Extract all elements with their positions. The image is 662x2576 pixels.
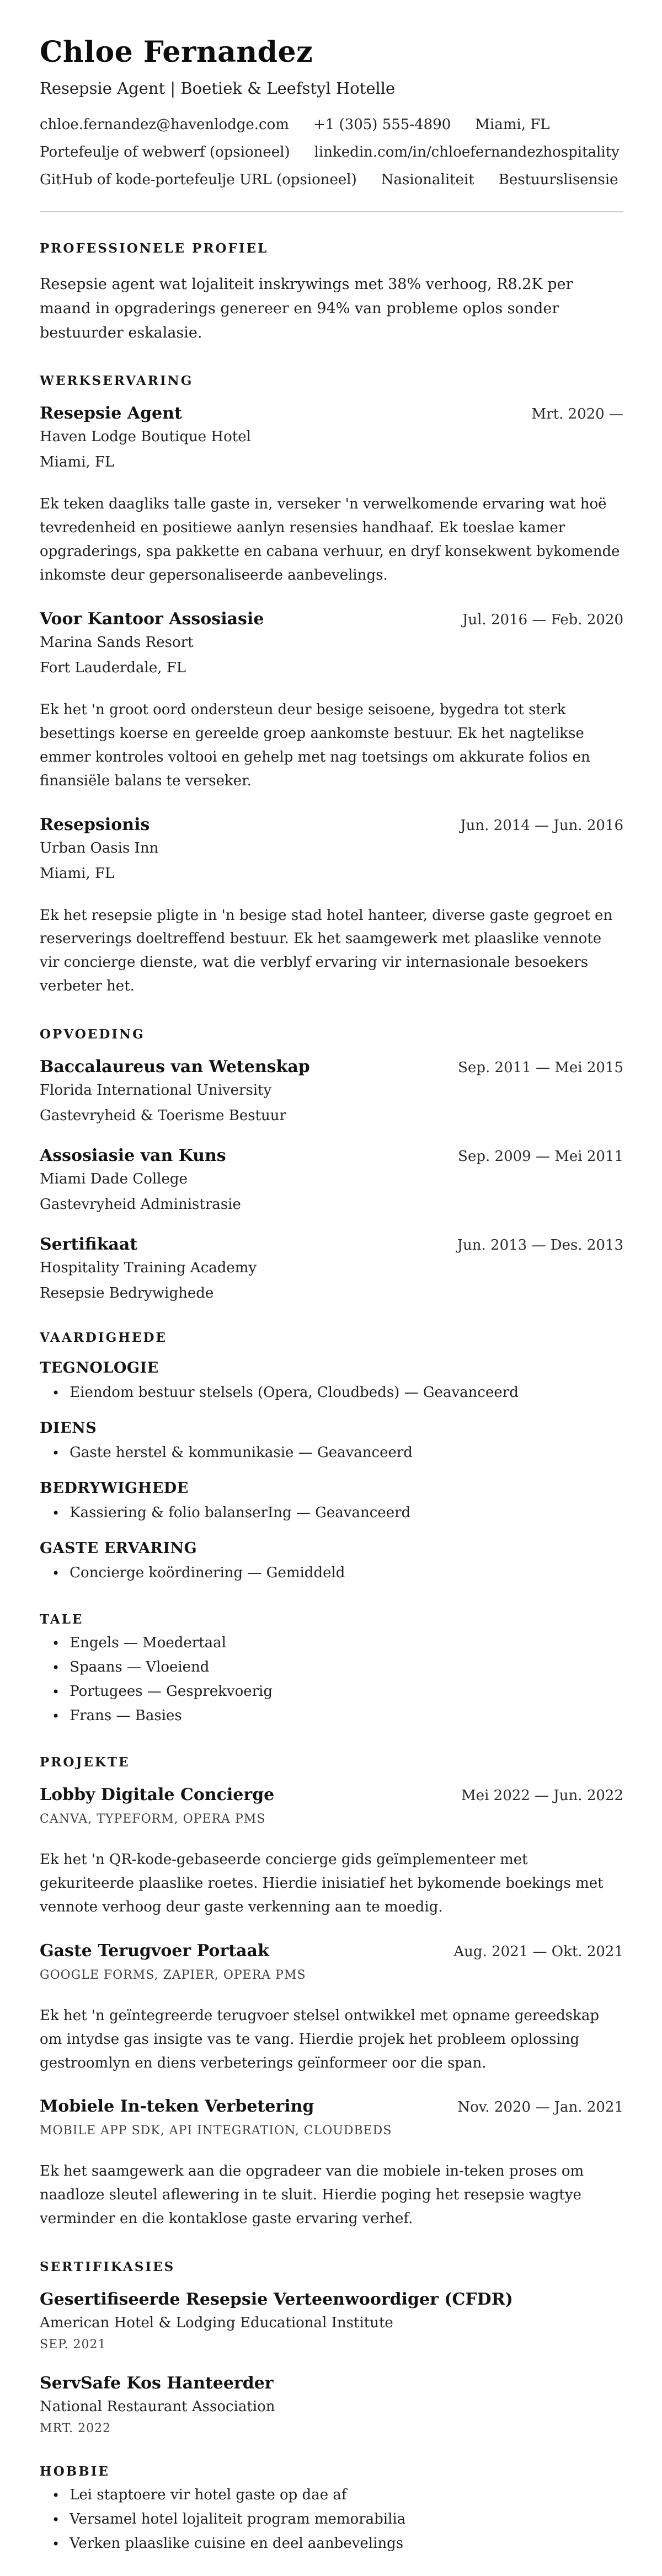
section-education [40,1027,623,1302]
bullet-icon: • [52,1566,60,1582]
project-entry-header [40,2097,623,2116]
contact-block [40,116,623,188]
project-tools: GOOGLE FORMS, ZAPIER, OPERA PMS [40,1968,306,1982]
section-hobbies [40,2464,623,2554]
contact-location: Miami, FL [475,116,550,133]
project-dates: Aug. 2021 — Okt. 2021 [453,1943,623,1960]
certification-entry [40,2290,623,2352]
bullet-icon: • [52,2512,60,2528]
skill-item [40,1383,623,1403]
job-location: Miami, FL [40,454,115,471]
skill-category-label: BEDRYWIGHEDE [40,1480,189,1497]
project-entry [40,2097,623,2231]
education-dates: Jun. 2013 — Des. 2013 [457,1237,623,1254]
skill-list [40,1563,623,1583]
language-text: Engels — Moedertaal [70,1635,226,1652]
skill-list [40,1443,623,1463]
bullet-icon: • [52,1684,60,1700]
language-item [40,1658,623,1678]
education-entry-header [40,1057,623,1077]
skill-text: Gaste herstel & kommunikasie — Geavanceerd [70,1444,413,1461]
field-of-study: Resepsie Bedrywighede [40,1285,214,1302]
section-heading-languages: TALE [40,1612,84,1627]
bullet-icon: • [52,1660,60,1676]
project-description: Ek het saamgewerk aan die opgradeer van die mobiele in-teken proses om naadloze sleutel aflewering in te sluit. Hierdie poging het resepsie wagtye verminder en die kontaklose gaste ervaring verhef. [40,2163,584,2227]
section-skills [40,1330,623,1583]
profile-summary: Resepsie agent wat lojaliteit inskrywings met 38% verhoog, R8.2K per maand in opgraderings genereer en 94% van probleme oplos sonder bestuurder eskalasie. [40,276,573,341]
job-description: Ek het resepsie pligte in 'n besige stad hotel hanteer, diverse gaste gegroet en reserverings doeltreffend bestuur. Ek het saamgewerk met plaaslike vennote vir concierge dienste, wat die verblyf ervaring vir internasionale besoekers verbeter het. [40,907,613,995]
skill-group [40,1540,623,1583]
job-location: Miami, FL [40,865,115,882]
skill-category-label: DIENS [40,1420,97,1437]
job-title: Resepsionis [40,815,150,834]
project-description: Ek het 'n geïntegreerde terugvoer stelsel ontwikkel met opname gereedskap om intydse gas insigte vas te vang. Hierdie projek het probleem oplossing gestroomlyn en diens verbeterings geïnformeer oor die span. [40,2007,599,2071]
skill-category-label: GASTE ERVARING [40,1540,197,1557]
skill-item [40,1503,623,1523]
skill-list [40,1503,623,1523]
job-description: Ek het 'n groot oord ondersteun deur besige seisoene, bygedra tot sterk besettings koerse en gereelde groep aankomste bestuur. Ek het nagtelikse emmer kontroles voltooi en gehelp met nag toetsings om akkurate folios en finansiële balans te verseker. [40,701,590,789]
section-heading-experience: WERKSERVARING [40,373,194,389]
job-company: Haven Lodge Boutique Hotel [40,429,251,446]
job-entry [40,609,623,793]
hobby-item [40,2486,623,2505]
person-name: Chloe Fernandez [40,35,313,69]
hobby-item [40,2510,623,2530]
project-dates: Mei 2022 — Jun. 2022 [461,1787,623,1804]
skill-text: Kassiering & folio balanserIng — Geavanceerd [70,1504,411,1522]
contact-row [40,144,623,160]
job-entry-header [40,404,623,423]
language-item [40,1682,623,1702]
job-dates: Jun. 2014 — Jun. 2016 [460,817,623,834]
contact-row [40,116,623,133]
field-of-study: Gastevryheid Administrasie [40,1196,241,1213]
job-title: Resepsie Agent [40,404,182,424]
section-heading-skills: VAARDIGHEDE [40,1330,167,1346]
project-dates: Nov. 2020 — Jan. 2021 [457,2099,623,2116]
section-projects [40,1755,623,2231]
section-profile [40,241,623,345]
skill-group [40,1480,623,1523]
bullet-icon: • [52,2488,60,2504]
hobby-list [40,2486,623,2554]
language-item [40,1634,623,1653]
language-text: Spaans — Vloeiend [70,1659,210,1676]
section-heading-education: OPVOEDING [40,1027,145,1042]
bullet-icon: • [52,1709,60,1725]
language-item [40,1706,623,1726]
section-heading-hobbies: HOBBIE [40,2464,110,2479]
project-entry-header [40,1941,623,1961]
education-entry [40,1146,623,1213]
bullet-icon: • [52,1385,60,1401]
project-entry [40,1785,623,1919]
section-heading-projects: PROJEKTE [40,1755,130,1770]
job-title: Voor Kantoor Assosiasie [40,609,264,629]
job-entry [40,815,623,999]
contact-email: chloe.fernandez@havenlodge.com [40,116,289,133]
job-dates: Jul. 2016 — Feb. 2020 [462,611,623,628]
section-languages [40,1612,623,1726]
project-tools: MOBILE APP SDK, API INTEGRATION, CLOUDBEDS [40,2124,392,2138]
education-entry-header [40,1146,623,1165]
resume-header [40,36,623,212]
skill-group [40,1359,623,1403]
education-entry [40,1235,623,1302]
project-entry-header [40,1785,623,1804]
contact-nationality: Nasionaliteit [381,172,474,189]
project-title: Lobby Digitale Concierge [40,1785,275,1805]
section-heading-certifications: SERTIFIKASIES [40,2259,175,2275]
skill-category-label: TEGNOLOGIE [40,1359,159,1377]
job-entry-header [40,609,623,629]
skill-list [40,1383,623,1403]
job-entry [40,404,623,587]
contact-portfolio: Portefeulje of webwerf (opsioneel) [40,144,290,161]
contact-row [40,172,623,188]
school-name: Miami Dade College [40,1171,188,1188]
contact-linkedin: linkedin.com/in/chloefernandezhospitality [314,144,620,161]
hobby-text: Versamel hotel lojaliteit program memorabilia [70,2511,406,2528]
job-location: Fort Lauderdale, FL [40,659,186,676]
education-dates: Sep. 2011 — Mei 2015 [458,1059,623,1077]
job-company: Urban Oasis Inn [40,839,159,856]
job-description: Ek teken daagliks talle gaste in, verseker 'n verwelkomende ervaring wat hoë tevredenheid en positiewe aanlyn resensies handhaaf. Ek toeslae kamer opgraderings, spa pakkette en cabana verhuur, en dryf konsekwent bykomende inkomste deur gepersonaliseerde aanbevelings. [40,496,620,584]
language-list [40,1634,623,1726]
degree-title: Baccalaureus van Wetenskap [40,1057,310,1077]
skill-group [40,1420,623,1463]
bullet-icon: • [52,1445,60,1461]
bullet-icon: • [52,1506,60,1522]
education-entry-header [40,1235,623,1254]
school-name: Florida International University [40,1082,272,1099]
language-text: Frans — Basies [70,1707,182,1725]
job-entry-header [40,815,623,834]
certification-date: MRT. 2022 [40,2422,111,2436]
person-title: Resepsie Agent | Boetiek & Leefstyl Hotelle [40,79,396,98]
certification-issuer: National Restaurant Association [40,2398,275,2416]
certification-entry [40,2374,623,2435]
hobby-text: Verken plaaslike cuisine en deel aanbevelings [70,2535,404,2552]
contact-license: Bestuurslisensie [498,172,618,189]
skill-text: Concierge koördinering — Gemiddeld [70,1565,345,1582]
hobby-item [40,2534,623,2554]
job-company: Marina Sands Resort [40,634,194,651]
degree-title: Sertifikaat [40,1235,138,1255]
field-of-study: Gastevryheid & Toerisme Bestuur [40,1107,286,1124]
certification-issuer: American Hotel & Lodging Educational Institute [40,2315,393,2332]
hobby-text: Lei staptoere vir hotel gaste op dae af [70,2487,347,2504]
education-dates: Sep. 2009 — Mei 2011 [458,1148,623,1165]
project-tools: CANVA, TYPEFORM, OPERA PMS [40,1812,266,1827]
section-experience [40,373,623,998]
project-title: Gaste Terugvoer Portaak [40,1941,269,1961]
skill-item [40,1443,623,1463]
skill-text: Eiendom bestuur stelsels (Opera, Cloudbeds) — Geavanceerd [70,1384,519,1401]
language-text: Portugees — Gesprekvoerig [70,1683,273,1700]
school-name: Hospitality Training Academy [40,1260,257,1277]
project-description: Ek het 'n QR-kode-gebaseerde concierge gids geïmplementeer met gekuriteerde plaaslike roetes. Hierdie inisiatief het bykomende boekings met vennote verhoog deur gaste verkenning aan te moedig. [40,1851,604,1915]
contact-phone: +1 (305) 555-4890 [313,116,451,133]
header-divider [40,211,623,212]
bullet-icon: • [52,2536,60,2552]
degree-title: Assosiasie van Kuns [40,1146,226,1166]
skill-item [40,1563,623,1583]
certification-date: SEP. 2021 [40,2338,106,2352]
section-heading-profile: PROFESSIONELE PROFIEL [40,241,269,256]
project-title: Mobiele In-teken Verbetering [40,2097,314,2117]
education-entry [40,1057,623,1124]
section-certifications [40,2259,623,2435]
bullet-icon: • [52,1636,60,1652]
certification-title: Gesertifiseerde Resepsie Verteenwoordiger (CFDR) [40,2290,513,2310]
certification-title: ServSafe Kos Hanteerder [40,2374,274,2393]
project-entry [40,1941,623,2075]
job-dates: Mrt. 2020 — [531,406,623,423]
contact-github: GitHub of kode-portefeulje URL (opsioneel) [40,172,357,189]
